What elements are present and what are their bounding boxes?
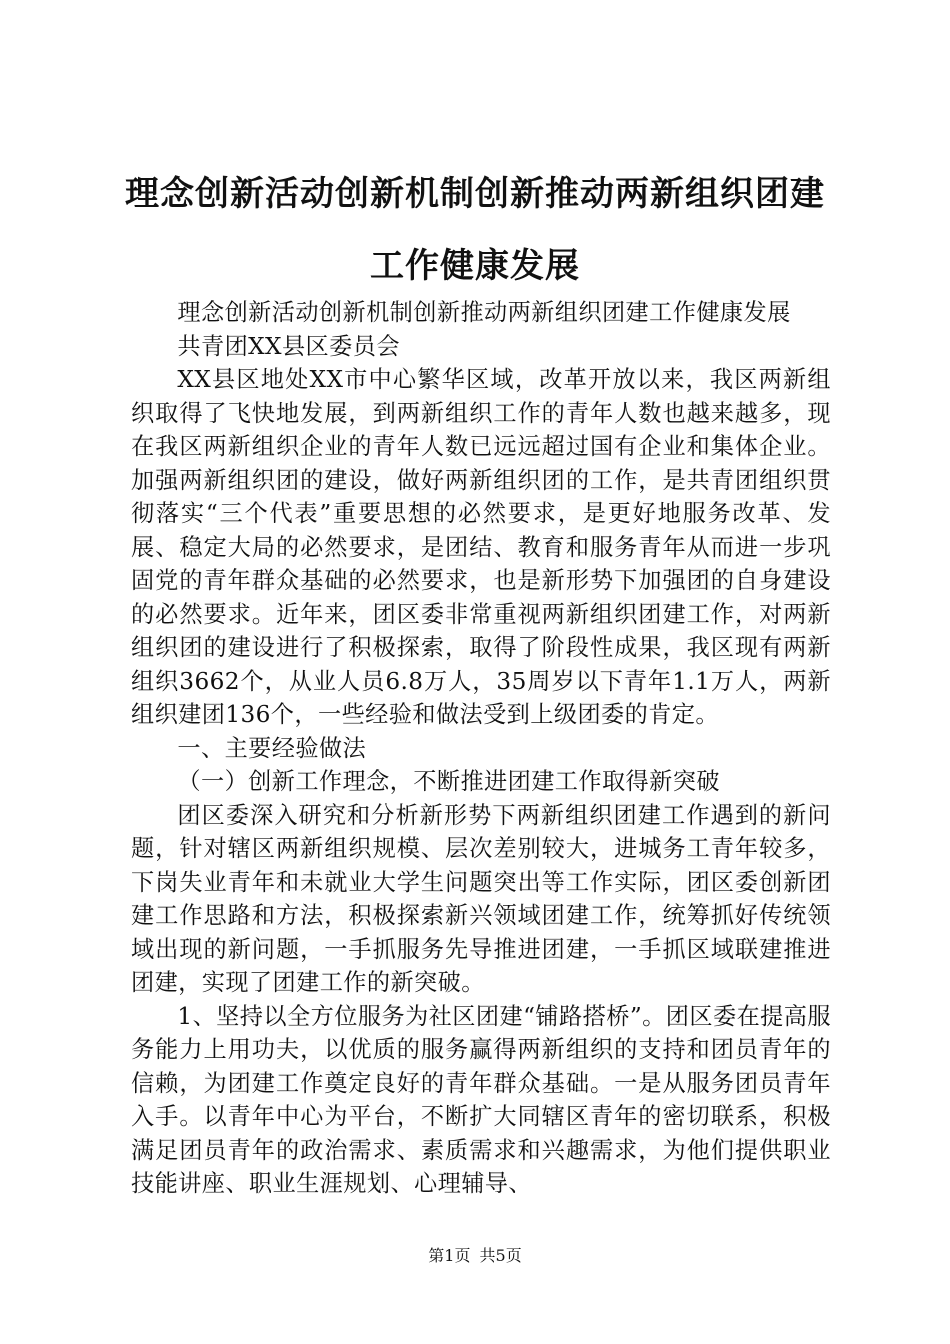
paragraph-subtitle: 理念创新活动创新机制创新推动两新组织团建工作健康发展 bbox=[177, 299, 791, 326]
paragraph-body: 团区委深入研究和分析新形势下两新组织团建工作遇到的新问题，针对辖区两新组织规模、层次差别较大，进城务工青年较多，下岗失业青年和未就业大学生问题突出等工作实际，团区委创新团建工作思路和方法，积极探索新兴领域团建工作，统筹抓好传统领域出现的新问题，一手抓服务先导推进团建，一手抓区域联建推进团建，实现了团建工作的新突破。 bbox=[131, 801, 831, 996]
page-total: 共5页 bbox=[479, 1246, 522, 1265]
paragraph-intro: XX县区地处XX市中心繁华区域，改革开放以来，我区两新组织取得了飞快地发展，到两新组织工作的青年人数也越来越多，现在我区两新组织企业的青年人数已远远超过国有企业和集体企业。加强两新组织团的建设，做好两新组织团的工作，是共青团组织贯彻落实“三个代表”重要思想的必然要求，是更好地服务改革、发展、稳定大局的必然要求，是团结、教育和服务青年从而进一步巩固党的青年群众基础的必然要求，也是新形势下加强团的自身建设的必然要求。近年来，团区委非常重视两新组织团建工作，对两新组织团的建设进行了积极探索，取得了阶段性成果，我区现有两新组织3662个，从业人员6.8万人，35周岁以下青年1.1万人，两新组织建团136个，一些经验和做法受到上级团委的肯定。 bbox=[131, 366, 831, 728]
document-body bbox=[131, 296, 831, 1201]
page-number: 第1页 bbox=[428, 1246, 471, 1265]
subsection-heading: （一）创新工作理念，不断推进团建工作取得新突破 bbox=[177, 768, 720, 795]
paragraph-point-1: 1、坚持以全方位服务为社区团建“铺路搭桥”。团区委在提高服务能力上用功夫，以优质的服务赢得两新组织的支持和团员青年的信赖，为团建工作奠定良好的青年群众基础。一是从服务团员青年入手。以青年中心为平台，不断扩大同辖区青年的密切联系，积极满足团员青年的政治需求、素质需求和兴趣需求，为他们提供职业技能讲座、职业生涯规划、心理辅导、 bbox=[131, 1002, 831, 1197]
document-title: 理念创新活动创新机制创新推动两新组织团建工作健康发展 bbox=[125, 174, 825, 286]
section-heading: 一、主要经验做法 bbox=[177, 734, 367, 762]
page-footer bbox=[0, 1246, 950, 1266]
paragraph-author: 共青团XX县区委员会 bbox=[177, 332, 400, 360]
